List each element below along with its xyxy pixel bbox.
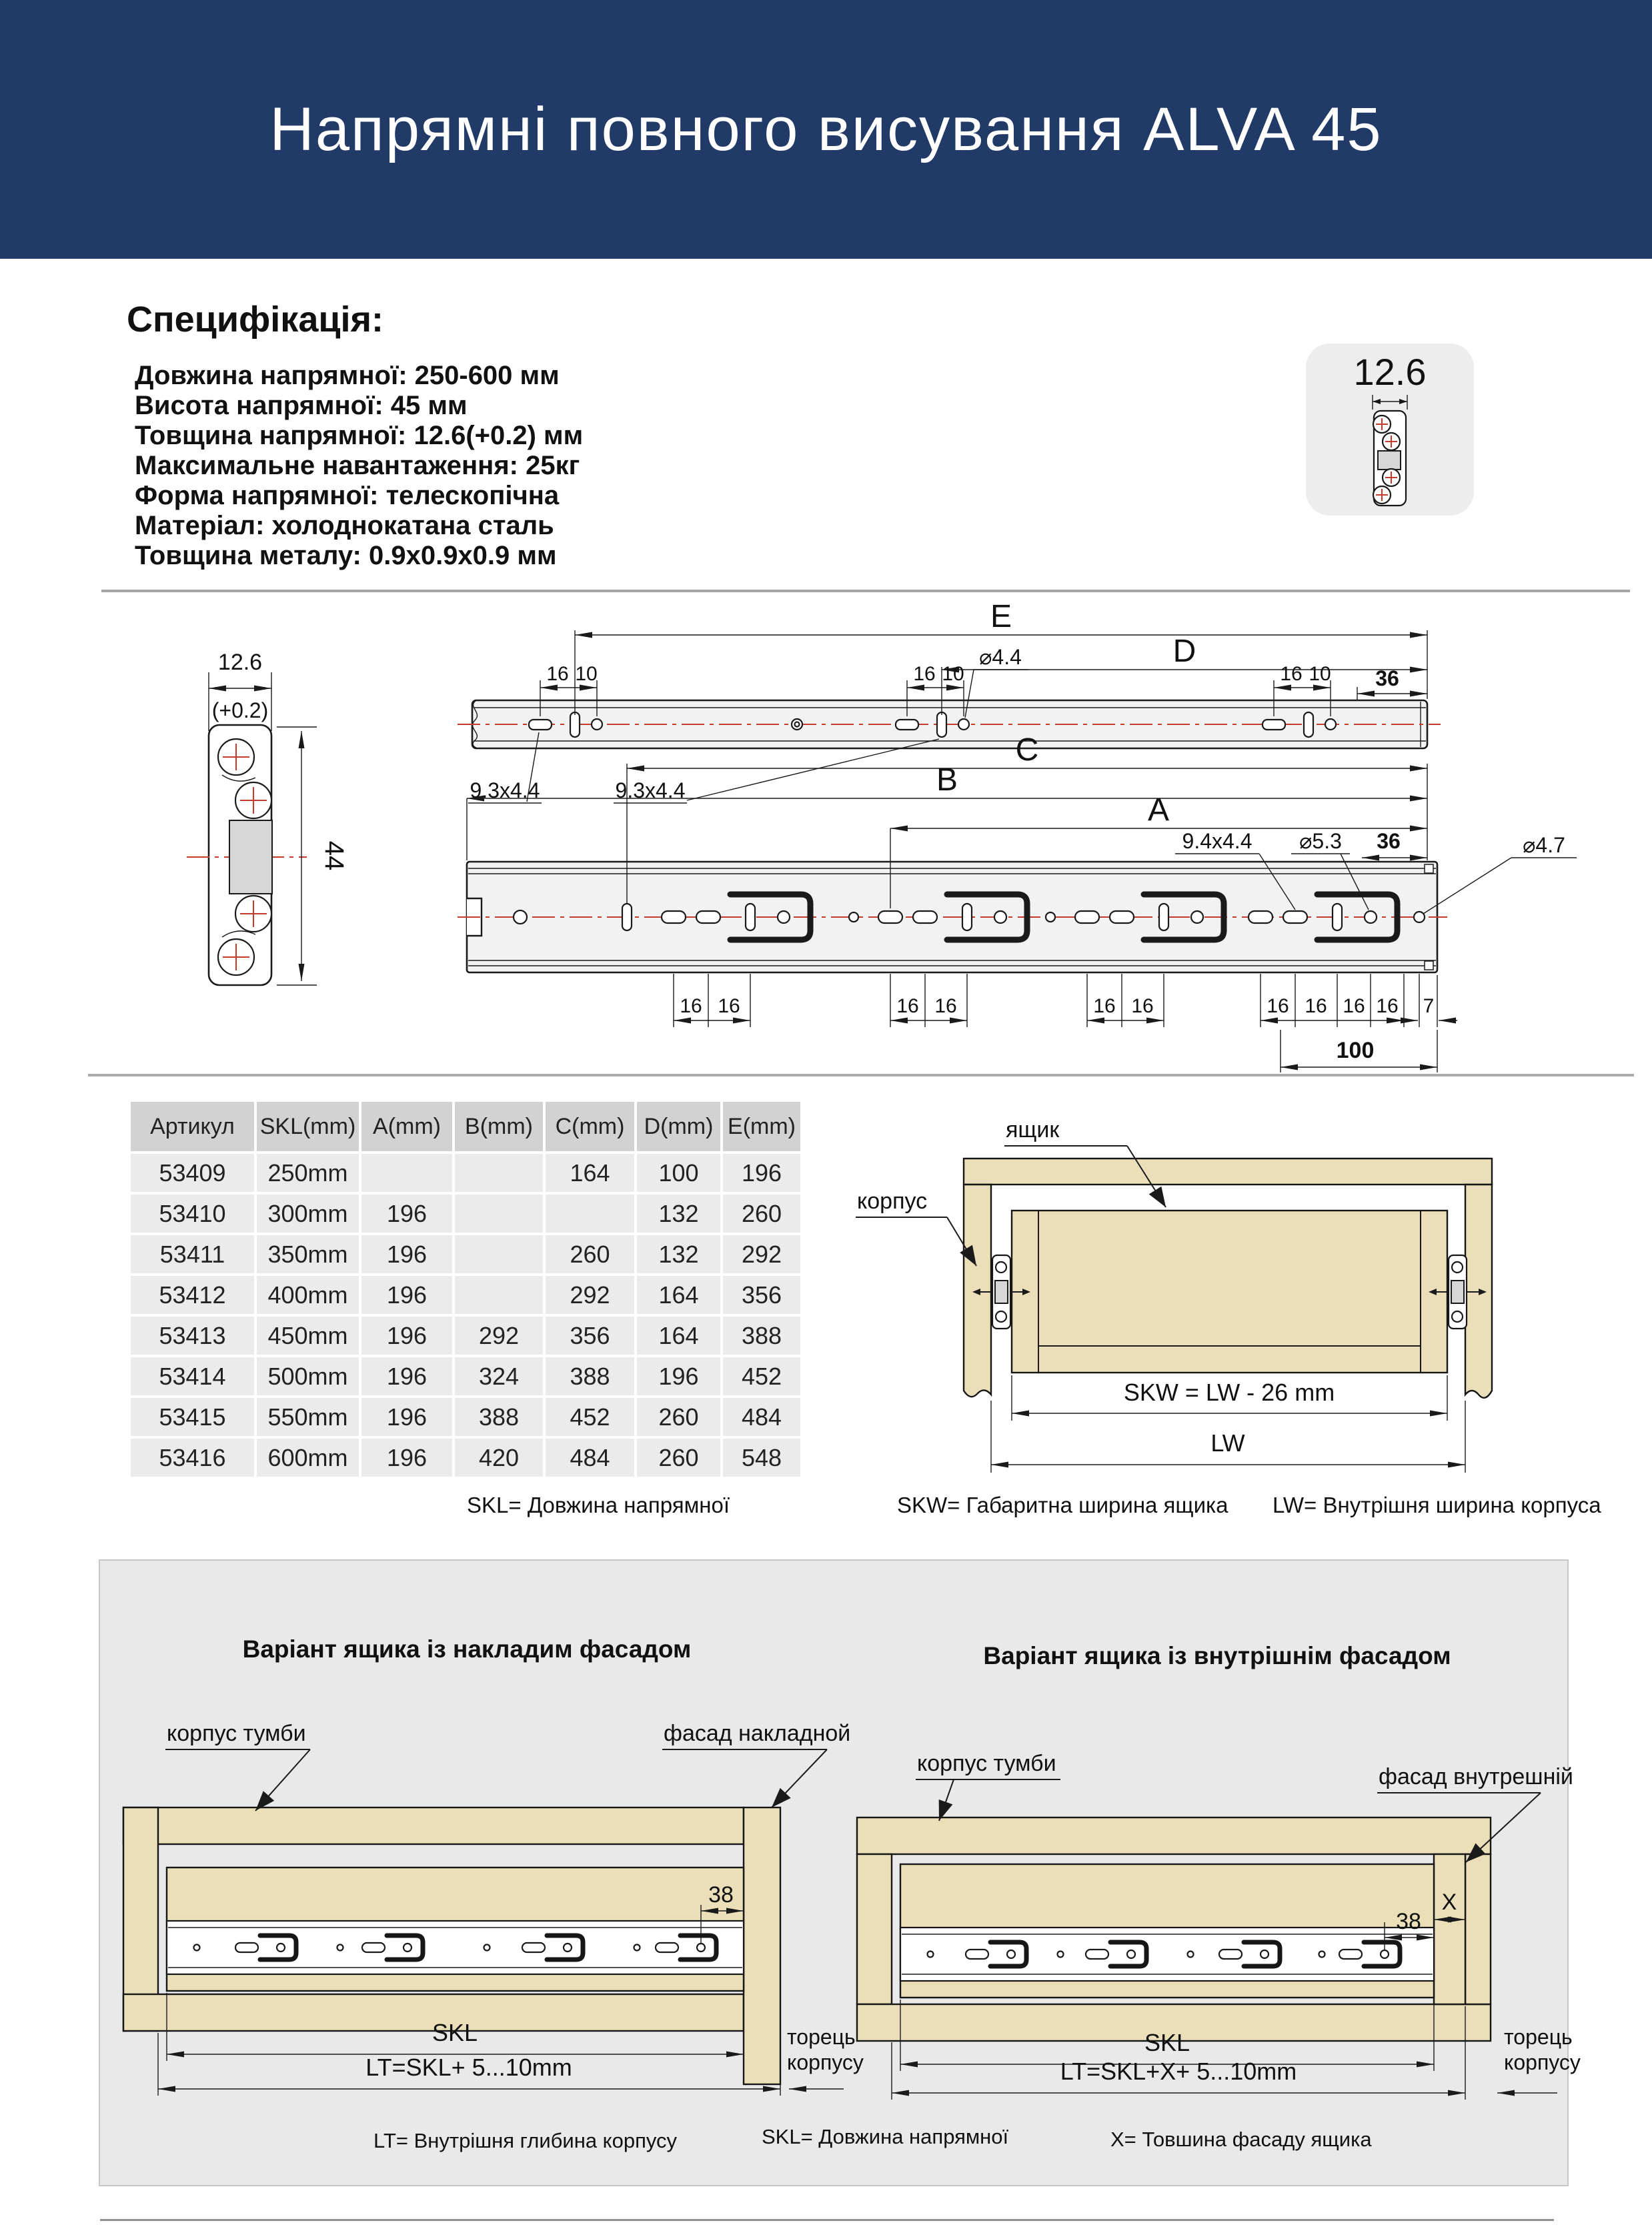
table-cell: 196 [361, 1357, 452, 1395]
table-cell: 164 [637, 1317, 720, 1355]
dimension-table [131, 1102, 800, 1477]
skl-dim-label: SKL [1144, 2029, 1190, 2056]
table-cell [455, 1195, 543, 1233]
dim-10: 10 [1309, 663, 1331, 685]
table-cell [361, 1154, 452, 1192]
dim-16: 16 [1131, 995, 1154, 1017]
table-header: D(mm) [637, 1102, 720, 1151]
facade-inner-callout: фасад внутрешній [1379, 1764, 1573, 1789]
dim-16: 16 [546, 663, 569, 685]
table-cell: 53413 [131, 1317, 254, 1355]
table-cell: 550mm [257, 1398, 359, 1436]
table-cell: 196 [361, 1235, 452, 1273]
table-cell: 388 [455, 1398, 543, 1436]
dim-10: 10 [942, 663, 964, 685]
table-cell: 132 [637, 1235, 720, 1273]
table-cell: 53412 [131, 1276, 254, 1314]
spec-line: Форма напрямної: телескопічна [135, 481, 560, 510]
divider-top [101, 590, 1630, 592]
page-title: Напрямні повного висування ALVA 45 [269, 95, 1383, 163]
cabinet-callout: корпус тумби [167, 1721, 306, 1746]
table-cell: 388 [723, 1317, 800, 1355]
table-header: E(mm) [723, 1102, 800, 1151]
table-cell: 196 [361, 1317, 452, 1355]
table-cell: 356 [546, 1317, 634, 1355]
spec-line: Довжина напрямної: 250-600 мм [135, 361, 560, 390]
skl-bottom-legend: SKL= Довжина напрямної [762, 2125, 1009, 2148]
table-cell: 450mm [257, 1317, 359, 1355]
cs-width-label: 12.6 [217, 650, 263, 675]
dim-7: 7 [1423, 995, 1435, 1017]
variant-right-title: Варіант ящика із внутрішнім фасадом [983, 1642, 1451, 1669]
table-cell: 196 [361, 1276, 452, 1314]
table-cell: 324 [455, 1357, 543, 1395]
drawer-width-diagram [847, 1107, 1621, 1534]
cs-tolerance-label: (+0.2) [211, 698, 269, 722]
table-cell: 250mm [257, 1154, 359, 1192]
table-cell: 196 [361, 1398, 452, 1436]
edge-label: торець [787, 2025, 856, 2049]
spec-line: Товщина металу: 0.9х0.9х0.9 мм [135, 541, 557, 570]
table-cell: 53409 [131, 1154, 254, 1192]
dim-16: 16 [1343, 995, 1365, 1017]
table-cell: 132 [637, 1195, 720, 1233]
dim-16: 16 [1280, 663, 1303, 685]
table-cell: 196 [723, 1154, 800, 1192]
table-cell: 260 [546, 1235, 634, 1273]
skl-legend: SKL= Довжина напрямної [467, 1493, 730, 1517]
variant-overlay-facade-diagram [110, 1707, 910, 2108]
slot-93-label: 9.3x4.4 [615, 778, 686, 802]
table-cell: 292 [455, 1317, 543, 1355]
hole-d47-label: ⌀4.7 [1523, 833, 1565, 857]
table-cell: 292 [723, 1235, 800, 1273]
spec-list [135, 361, 583, 571]
dim-16: 16 [896, 995, 919, 1017]
table-cell: 260 [637, 1398, 720, 1436]
dim-36-top: 36 [1375, 666, 1399, 690]
table-header: C(mm) [546, 1102, 634, 1151]
table-cell: 350mm [257, 1235, 359, 1273]
dim-16: 16 [1376, 995, 1399, 1017]
dim-100: 100 [1336, 1038, 1375, 1063]
facade-overlay-callout: фасад накладной [664, 1721, 851, 1746]
dim-38: 38 [708, 1882, 734, 1908]
dim-38: 38 [1396, 1909, 1421, 1934]
hole-d53-label: ⌀5.3 [1299, 829, 1342, 853]
thickness-badge [1306, 343, 1474, 516]
edge-label: корпусу [1504, 2050, 1581, 2074]
body-callout: корпус [857, 1189, 928, 1214]
table-cell [455, 1276, 543, 1314]
skw-dim-label: SKW = LW - 26 mm [1123, 1379, 1335, 1406]
table-cell: 500mm [257, 1357, 359, 1395]
spec-line: Товщина напрямної: 12.6(+0.2) мм [135, 421, 584, 450]
lt-dim-label: LT=SKL+X+ 5...10mm [1060, 2058, 1297, 2085]
dim-C: C [1015, 732, 1039, 768]
table-cell: 260 [723, 1195, 800, 1233]
dim-16: 16 [1093, 995, 1116, 1017]
dim-16: 16 [680, 995, 702, 1017]
table-cell: 164 [637, 1276, 720, 1314]
table-cell: 420 [455, 1439, 543, 1477]
dim-16: 16 [934, 995, 957, 1017]
table-cell: 100 [637, 1154, 720, 1192]
dim-E: E [990, 599, 1012, 634]
dim-16: 16 [718, 995, 740, 1017]
hole-d44-label: ⌀4.4 [979, 645, 1022, 669]
table-cell: 53410 [131, 1195, 254, 1233]
variant-inner-facade-diagram [847, 1707, 1637, 2108]
lt-legend: LT= Внутрішня глибина корпусу [373, 2129, 678, 2152]
table-cell: 53415 [131, 1398, 254, 1436]
dim-D: D [1172, 634, 1196, 669]
skl-dim-label: SKL [432, 2019, 478, 2046]
slot-93-label: 9.3x4.4 [470, 778, 540, 802]
cs-height-label: 44 [319, 840, 349, 871]
cabinet-callout: корпус тумби [917, 1751, 1056, 1776]
table-header: Артикул [131, 1102, 254, 1151]
table-cell: 356 [723, 1276, 800, 1314]
dim-A: A [1147, 792, 1170, 828]
table-header: SKL(mm) [257, 1102, 359, 1151]
table-cell: 484 [723, 1398, 800, 1436]
table-cell: 53414 [131, 1357, 254, 1395]
edge-label: торець [1504, 2025, 1573, 2049]
table-cell: 53411 [131, 1235, 254, 1273]
slide-profile-icon [1350, 394, 1430, 510]
table-cell: 548 [723, 1439, 800, 1477]
spec-line: Матеріал: холоднокатана сталь [135, 511, 554, 540]
dim-10: 10 [575, 663, 598, 685]
spec-line: Максимальне навантаження: 25кг [135, 451, 580, 480]
table-cell: 600mm [257, 1439, 359, 1477]
cross-section [187, 650, 349, 985]
spec-heading: Специфікація: [127, 299, 384, 339]
table-cell: 196 [361, 1439, 452, 1477]
table-cell: 164 [546, 1154, 634, 1192]
dim-16: 16 [1267, 995, 1289, 1017]
header-banner [0, 0, 1652, 259]
table-cell: 400mm [257, 1276, 359, 1314]
rail-technical-drawing [87, 600, 1627, 1075]
table-cell: 388 [546, 1357, 634, 1395]
slot-94-label: 9.4x4.4 [1182, 829, 1253, 853]
lw-dim-label: LW [1210, 1429, 1245, 1457]
table-cell [455, 1235, 543, 1273]
x-legend: X= Товшина фасаду ящика [1110, 2128, 1372, 2151]
dim-B: B [936, 762, 958, 798]
table-header: A(mm) [361, 1102, 452, 1151]
thickness-value: 12.6 [1353, 351, 1427, 393]
edge-label: корпусу [787, 2050, 864, 2074]
drawer-callout: ящик [1006, 1117, 1060, 1143]
dim-16: 16 [913, 663, 936, 685]
table-cell: 53416 [131, 1439, 254, 1477]
table-cell [546, 1195, 634, 1233]
table-cell [455, 1154, 543, 1192]
table-cell: 300mm [257, 1195, 359, 1233]
divider-bottom [100, 2219, 1554, 2221]
dim-36-bottom: 36 [1377, 829, 1401, 853]
dim-x: X [1441, 1890, 1457, 1915]
table-cell: 260 [637, 1439, 720, 1477]
dim-16: 16 [1305, 995, 1327, 1017]
lw-legend: LW= Внутрішня ширина корпуса [1273, 1493, 1601, 1517]
variant-left-title: Варіант ящика із накладим фасадом [242, 1635, 692, 1663]
table-cell: 452 [723, 1357, 800, 1395]
skw-legend: SKW= Габаритна ширина ящика [897, 1493, 1228, 1517]
table-cell: 292 [546, 1276, 634, 1314]
table-cell: 484 [546, 1439, 634, 1477]
table-header: B(mm) [455, 1102, 543, 1151]
table-cell: 196 [361, 1195, 452, 1233]
spec-line: Висота напрямної: 45 мм [135, 391, 468, 420]
table-cell: 196 [637, 1357, 720, 1395]
table-cell: 452 [546, 1398, 634, 1436]
lt-dim-label: LT=SKL+ 5...10mm [365, 2054, 572, 2081]
